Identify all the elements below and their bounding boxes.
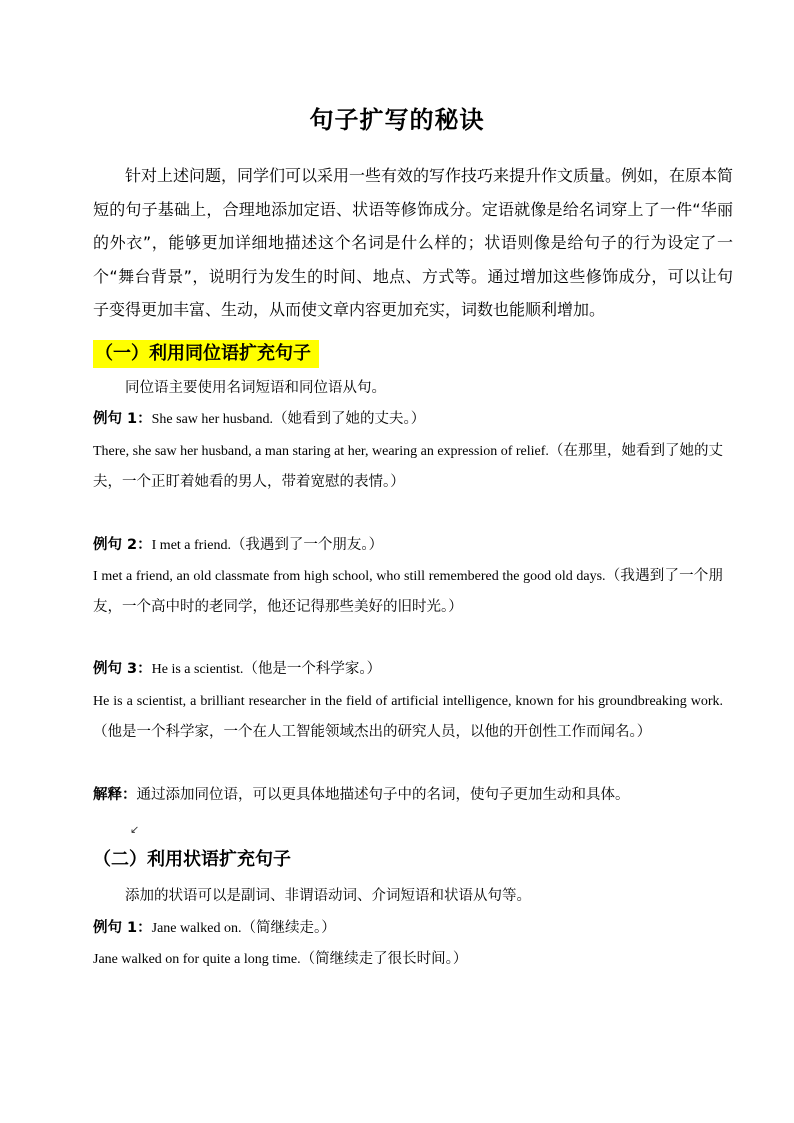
example-chinese: （简继续走了很长时间。） bbox=[300, 951, 468, 967]
example-english: Jane walked on for quite a long time. bbox=[93, 952, 301, 967]
example-label: 例句 1： bbox=[93, 920, 152, 936]
section-2-example-1 bbox=[93, 913, 723, 944]
example-chinese: （我遇到了一个朋友，一个高中时的老同学，他还记得那些美好的旧时光。） bbox=[93, 568, 723, 615]
example-english: I met a friend, an old classmate from high school, who still remembered the good old days. bbox=[93, 569, 606, 584]
example-chinese: （他是一个科学家。） bbox=[243, 661, 382, 677]
example-3 bbox=[93, 654, 723, 685]
example-english: Jane walked on. bbox=[151, 921, 242, 936]
explanation bbox=[93, 780, 723, 811]
example-english: I met a friend. bbox=[151, 538, 231, 553]
example-label: 例句 2： bbox=[93, 537, 152, 553]
intro-paragraph: 针对上述问题，同学们可以采用一些有效的写作技巧来提升作文质量。例如，在原本简短的句子基础上，合理地添加定语、状语等修饰成分。定语就像是给名词穿上了一件“华丽的外衣”，能够更加详细地描述这个名词是什么样的；状语则像是给句子的行为设定了一个“舞台背景”，说明行为发生的时间、地点、方式等。通过增加这些修饰成分，可以让句子变得更加丰富、生动，从而使文章内容更加充实，词数也能顺利增加。 bbox=[93, 166, 734, 319]
section-2-description: 添加的状语可以是副词、非谓语动词、介词短语和状语从句等。 bbox=[125, 888, 531, 904]
example-1-expanded bbox=[93, 436, 723, 498]
example-english: There, she saw her husband, a man staring at her, wearing an expression of relief. bbox=[93, 444, 549, 459]
example-english: She saw her husband. bbox=[151, 412, 273, 427]
page-title: 句子扩写的秘诀 bbox=[309, 106, 485, 134]
section-2-heading: （二）利用状语扩充句子 bbox=[93, 849, 291, 870]
example-3-expanded bbox=[93, 686, 723, 748]
section-2-example-1-expanded bbox=[93, 944, 723, 975]
example-chinese: （她看到了她的丈夫。） bbox=[272, 411, 426, 427]
return-mark-icon: ↙ bbox=[130, 823, 140, 836]
example-chinese: （他是一个科学家，一个在人工智能领域杰出的研究人员，以他的开创性工作而闻名。） bbox=[93, 724, 652, 740]
example-chinese: （简继续走。） bbox=[241, 920, 336, 936]
example-2-expanded bbox=[93, 561, 723, 623]
example-chinese: （我遇到了一个朋友。） bbox=[230, 537, 384, 553]
example-chinese: （在那里，她看到了她的丈夫，一个正盯着她看的男人，带着宽慰的表情。） bbox=[93, 443, 724, 490]
section-1-description: 同位语主要使用名词短语和同位语从句。 bbox=[125, 380, 386, 396]
example-english: He is a scientist. bbox=[151, 662, 244, 677]
explanation-label: 解释： bbox=[93, 787, 137, 803]
example-2 bbox=[93, 530, 723, 561]
explanation-text: 通过添加同位语，可以更具体地描述句子中的名词，使句子更加生动和具体。 bbox=[136, 787, 630, 803]
example-label: 例句 1： bbox=[93, 411, 152, 427]
example-label: 例句 3： bbox=[93, 661, 152, 677]
example-1 bbox=[93, 404, 723, 435]
section-1-heading: （一）利用同位语扩充句子 bbox=[93, 340, 319, 368]
example-english: He is a scientist, a brilliant researcher in the field of artificial intelligence, known for his groundbreaking work. bbox=[93, 694, 723, 709]
